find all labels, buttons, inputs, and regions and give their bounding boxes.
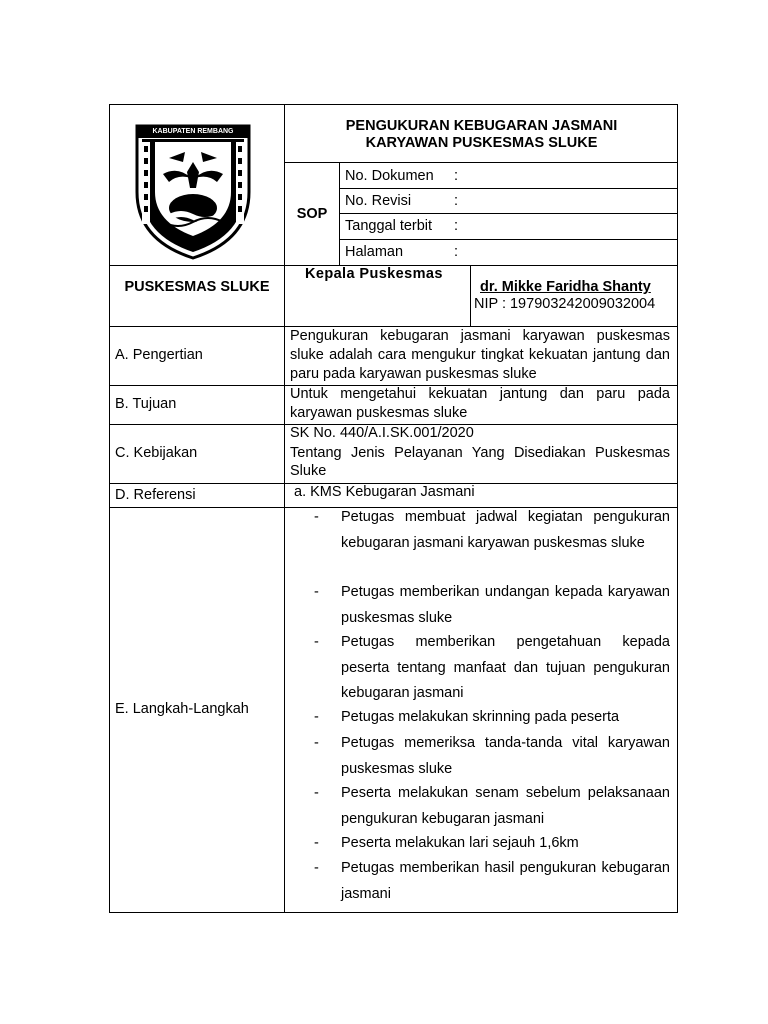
step-text: Petugas memberikan hasil pengukuran kebugaran jasmani: [341, 860, 670, 902]
signature-divider: [470, 265, 471, 326]
step-text: Petugas memberikan undangan kepada karyawan puskesmas sluke: [341, 584, 670, 626]
step-text: Petugas melakukan skrinning pada peserta: [341, 709, 620, 725]
unit-name: PUSKESMAS SLUKE: [124, 279, 270, 295]
bullet-dash: -: [314, 785, 319, 801]
bullet-dash: -: [314, 709, 319, 725]
bullet-dash: -: [314, 584, 319, 600]
section-label-referensi: D. Referensi: [115, 487, 196, 503]
field-label: No. Revisi: [345, 193, 412, 209]
step-item: [314, 705, 670, 731]
section-label-kebijakan: C. Kebijakan: [115, 445, 198, 461]
field-label: No. Dokumen: [345, 168, 434, 184]
step-item: [314, 731, 670, 782]
field-divider: [339, 188, 678, 189]
step-item: [314, 831, 670, 857]
step-text: Peserta melakukan lari sejauh 1,6km: [341, 835, 579, 851]
logo-text: KABUPATEN REMBANG: [152, 128, 234, 135]
section-text-tujuan: Untuk mengetahui kekuatan jantung dan paru pada karyawan puskesmas sluke: [290, 386, 670, 421]
field-divider: [339, 213, 678, 214]
bullet-dash: -: [314, 860, 319, 876]
section-text-referensi: a. KMS Kebugaran Jasmani: [294, 484, 475, 500]
step-item: [314, 856, 670, 907]
step-item: [314, 505, 670, 581]
bullet-dash: -: [314, 735, 319, 751]
section-text-pengertian: Pengukuran kebugaran jasmani karyawan puskesmas sluke adalah cara mengukur tingkat kekuatan jantung dan paru pada karyawan puskesmas sluke: [290, 328, 670, 382]
section-text-kebijakan-sk: SK No. 440/A.I.SK.001/2020: [290, 425, 474, 441]
step-item: [314, 580, 670, 631]
bullet-dash: -: [314, 634, 319, 650]
field-label: Halaman: [345, 244, 404, 260]
section-label-langkah: E. Langkah-Langkah: [115, 701, 249, 717]
document-title-line1: PENGUKURAN KEBUGARAN JASMANI: [345, 118, 618, 134]
bullet-dash: -: [314, 835, 319, 851]
bullet-dash: -: [314, 509, 319, 525]
step-item: [314, 630, 670, 706]
document-title-line2: KARYAWAN PUSKESMAS SLUKE: [365, 135, 598, 151]
field-separator: :: [454, 168, 459, 184]
step-text: Petugas memeriksa tanda-tanda vital karyawan puskesmas sluke: [341, 735, 670, 777]
field-divider: [339, 239, 678, 240]
signature-nip: NIP : 197903242009032004: [474, 296, 656, 312]
signature-name: dr. Mikke Faridha Shanty: [480, 279, 651, 295]
field-label: Tanggal terbit: [345, 218, 433, 234]
column-divider: [284, 104, 285, 913]
signature-role: Kepala Puskesmas: [305, 266, 443, 282]
sop-label: SOP: [296, 206, 328, 222]
shield-emblem-icon: [133, 122, 253, 262]
title-underline: [284, 162, 678, 163]
field-separator: :: [454, 193, 459, 209]
field-separator: :: [454, 244, 459, 260]
kabupaten-rembang-logo: [133, 122, 253, 262]
step-text: Peserta melakukan senam sebelum pelaksanaan pengukuran kebugaran jasmani: [341, 785, 670, 827]
section-text-kebijakan: Tentang Jenis Pelayanan Yang Disediakan Puskesmas Sluke: [290, 445, 670, 479]
section-label-tujuan: B. Tujuan: [115, 396, 177, 412]
section-label-pengertian: A. Pengertian: [115, 347, 203, 363]
step-text: Petugas memberikan pengetahuan kepada peserta tentang manfaat dan tujuan pengukuran kebugaran jasmani: [341, 634, 670, 701]
field-separator: :: [454, 218, 459, 234]
step-text: Petugas membuat jadwal kegiatan pengukuran kebugaran jasmani karyawan puskesmas sluke: [341, 509, 670, 551]
step-item: [314, 781, 670, 832]
